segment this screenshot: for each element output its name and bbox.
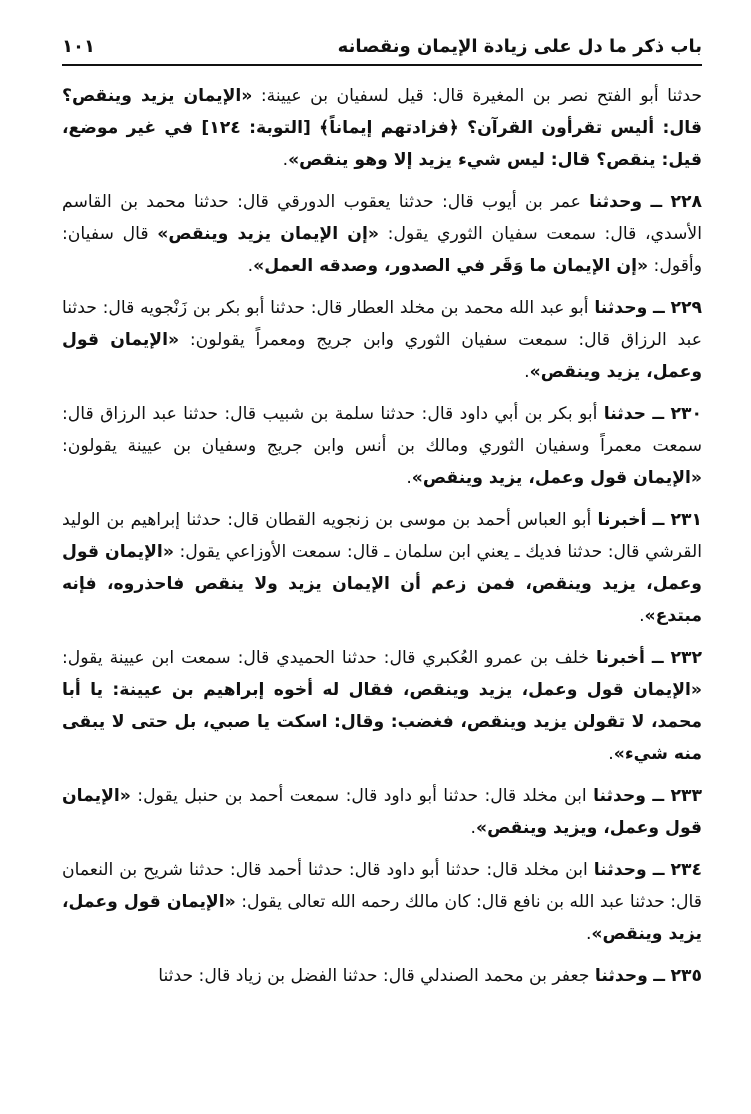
hadith-number: ٢٣٤ <box>670 860 703 880</box>
text-segment: . <box>608 744 614 764</box>
narration-lead: وحدثنا <box>593 860 647 880</box>
hadith-233 <box>62 780 702 844</box>
hadith-number: ٢٣١ <box>670 510 702 530</box>
hadith-232 <box>62 642 702 770</box>
hadith-number: ٢٢٩ <box>670 298 703 318</box>
narration-lead: وحدثنا <box>594 298 648 318</box>
text-segment: ابن مخلد قال: حدثنا أبو داود قال: سمعت أحمد بن حنبل يقول: <box>130 786 594 806</box>
narration-lead: أخبرنا <box>597 510 647 530</box>
dash: ــ <box>652 404 665 424</box>
text-segment: . <box>585 924 592 944</box>
page-body <box>62 80 702 992</box>
dash: ــ <box>652 510 665 530</box>
hadith-229 <box>62 292 702 388</box>
text-segment: عمر بن أيوب قال: حدثنا يعقوب الدورقي قال: حدثنا محمد بن القاسم الأسدي، قال: سمعت سفيان الثوري يقول: <box>62 192 702 244</box>
dash: ــ <box>653 966 666 986</box>
chapter-title: باب ذكر ما دل على زيادة الإيمان ونقصانه <box>337 36 702 57</box>
book-page <box>62 30 702 1090</box>
text-segment: . <box>639 606 645 626</box>
hadith-228 <box>62 186 702 282</box>
narration-lead: وحدثنا <box>589 192 643 212</box>
narration-lead: وحدثنا <box>593 786 646 806</box>
dash: ــ <box>652 786 665 806</box>
text-segment: قال سفيان: وأقول: <box>62 224 702 276</box>
text-segment: . <box>247 256 254 276</box>
quotation: «الإيمان يزيد وينقص؟ قال: أليس تقرأون القرآن؟ ﴿فزادتهم إيماناً﴾ [التوبة: ١٢٤] في غير موضع، قيل: ينقص؟ قال: ليس شيء يزيد إلا وهو ينقص» <box>62 86 702 170</box>
text-segment: حدثنا أبو الفتح نصر بن المغيرة قال: قيل لسفيان بن عيينة: <box>252 86 702 106</box>
text-segment: أبو العباس أحمد بن موسى بن زنجويه القطان قال: حدثنا إبراهيم بن الوليد القرشي قال: حدثنا فديك ـ يعني ابن سلمان ـ قال: سمعت الأوزاعي يقول: <box>62 510 702 562</box>
hadith-number: ٢٣٥ <box>670 966 702 986</box>
hadith-number: ٢٣٢ <box>670 648 703 668</box>
text-segment: . <box>524 362 530 382</box>
narration-lead: وحدثنا <box>594 966 648 986</box>
hadith-number: ٢٢٨ <box>670 192 702 212</box>
dash: ــ <box>653 298 665 318</box>
quotation: «الإيمان قول وعمل، يزيد وينقص» <box>62 330 702 382</box>
hadith-number: ٢٣٣ <box>670 786 703 806</box>
text-segment: أبو بكر بن أبي داود قال: حدثنا سلمة بن شبيب قال: حدثنا عبد الرزاق قال: سمعت معمراً وسفيان الثوري ومالك بن أنس وابن جريج وسفيان بن عيينة يقولون: <box>62 404 702 456</box>
text-segment: أبو عبد الله محمد بن مخلد العطار قال: حدثنا أبو بكر بن زَنْجويه قال: حدثنا عبد الرزاق قال: سمعت سفيان الثوري وابن جريج ومعمراً يقولون: <box>62 298 702 350</box>
page-number: ١٠١ <box>62 36 95 57</box>
quotation: «إن الإيمان يزيد وينقص» <box>157 224 379 244</box>
hadith-231 <box>62 504 702 632</box>
narration-lead: أخبرنا <box>595 648 645 668</box>
text-segment: ابن مخلد قال: حدثنا أبو داود قال: حدثنا أحمد قال: حدثنا شريح بن النعمان قال: حدثنا عبد الله بن نافع قال: كان مالك رحمه الله تعالى يقول: <box>62 860 702 912</box>
hadith-234 <box>62 854 702 950</box>
paragraph-continued <box>62 80 702 176</box>
quotation: «الإيمان قول وعمل، يزيد وينقص» <box>411 468 702 488</box>
text-segment: جعفر بن محمد الصندلي قال: حدثنا الفضل بن زياد قال: حدثنا <box>158 966 595 986</box>
text-segment: . <box>406 468 412 488</box>
text-segment: . <box>282 150 289 170</box>
hadith-number: ٢٣٠ <box>670 404 703 424</box>
narration-lead: حدثنا <box>603 404 647 424</box>
quotation: «الإيمان قول وعمل، يزيد وينقص، فقال له أخوه إبراهيم بن عيينة: يا أبا محمد، لا تقولن يزيد وينقص، فغضب: وقال: اسكت يا صبي، بل حتى لا يبقى منه شيء» <box>62 680 702 764</box>
running-header <box>62 30 702 66</box>
dash: ــ <box>651 648 664 668</box>
hadith-235 <box>62 960 702 992</box>
dash: ــ <box>650 192 663 212</box>
hadith-230 <box>62 398 702 494</box>
text-segment: . <box>470 818 476 838</box>
quotation: «الإيمان قول وعمل، يزيد وينقص» <box>62 892 702 944</box>
quotation: «الإيمان قول وعمل، ويزيد وينقص» <box>62 786 702 838</box>
quotation: «إن الإيمان ما وَقَر في الصدور، وصدقه العمل» <box>253 256 649 276</box>
text-segment: خلف بن عمرو العُكبري قال: حدثنا الحميدي قال: سمعت ابن عيينة يقول: <box>62 648 596 668</box>
dash: ــ <box>652 860 665 880</box>
quotation: «الإيمان قول وعمل، يزيد وينقص، فمن زعم أن الإيمان يزيد ولا ينقص فاحذروه، فإنه مبتدع» <box>62 542 702 626</box>
